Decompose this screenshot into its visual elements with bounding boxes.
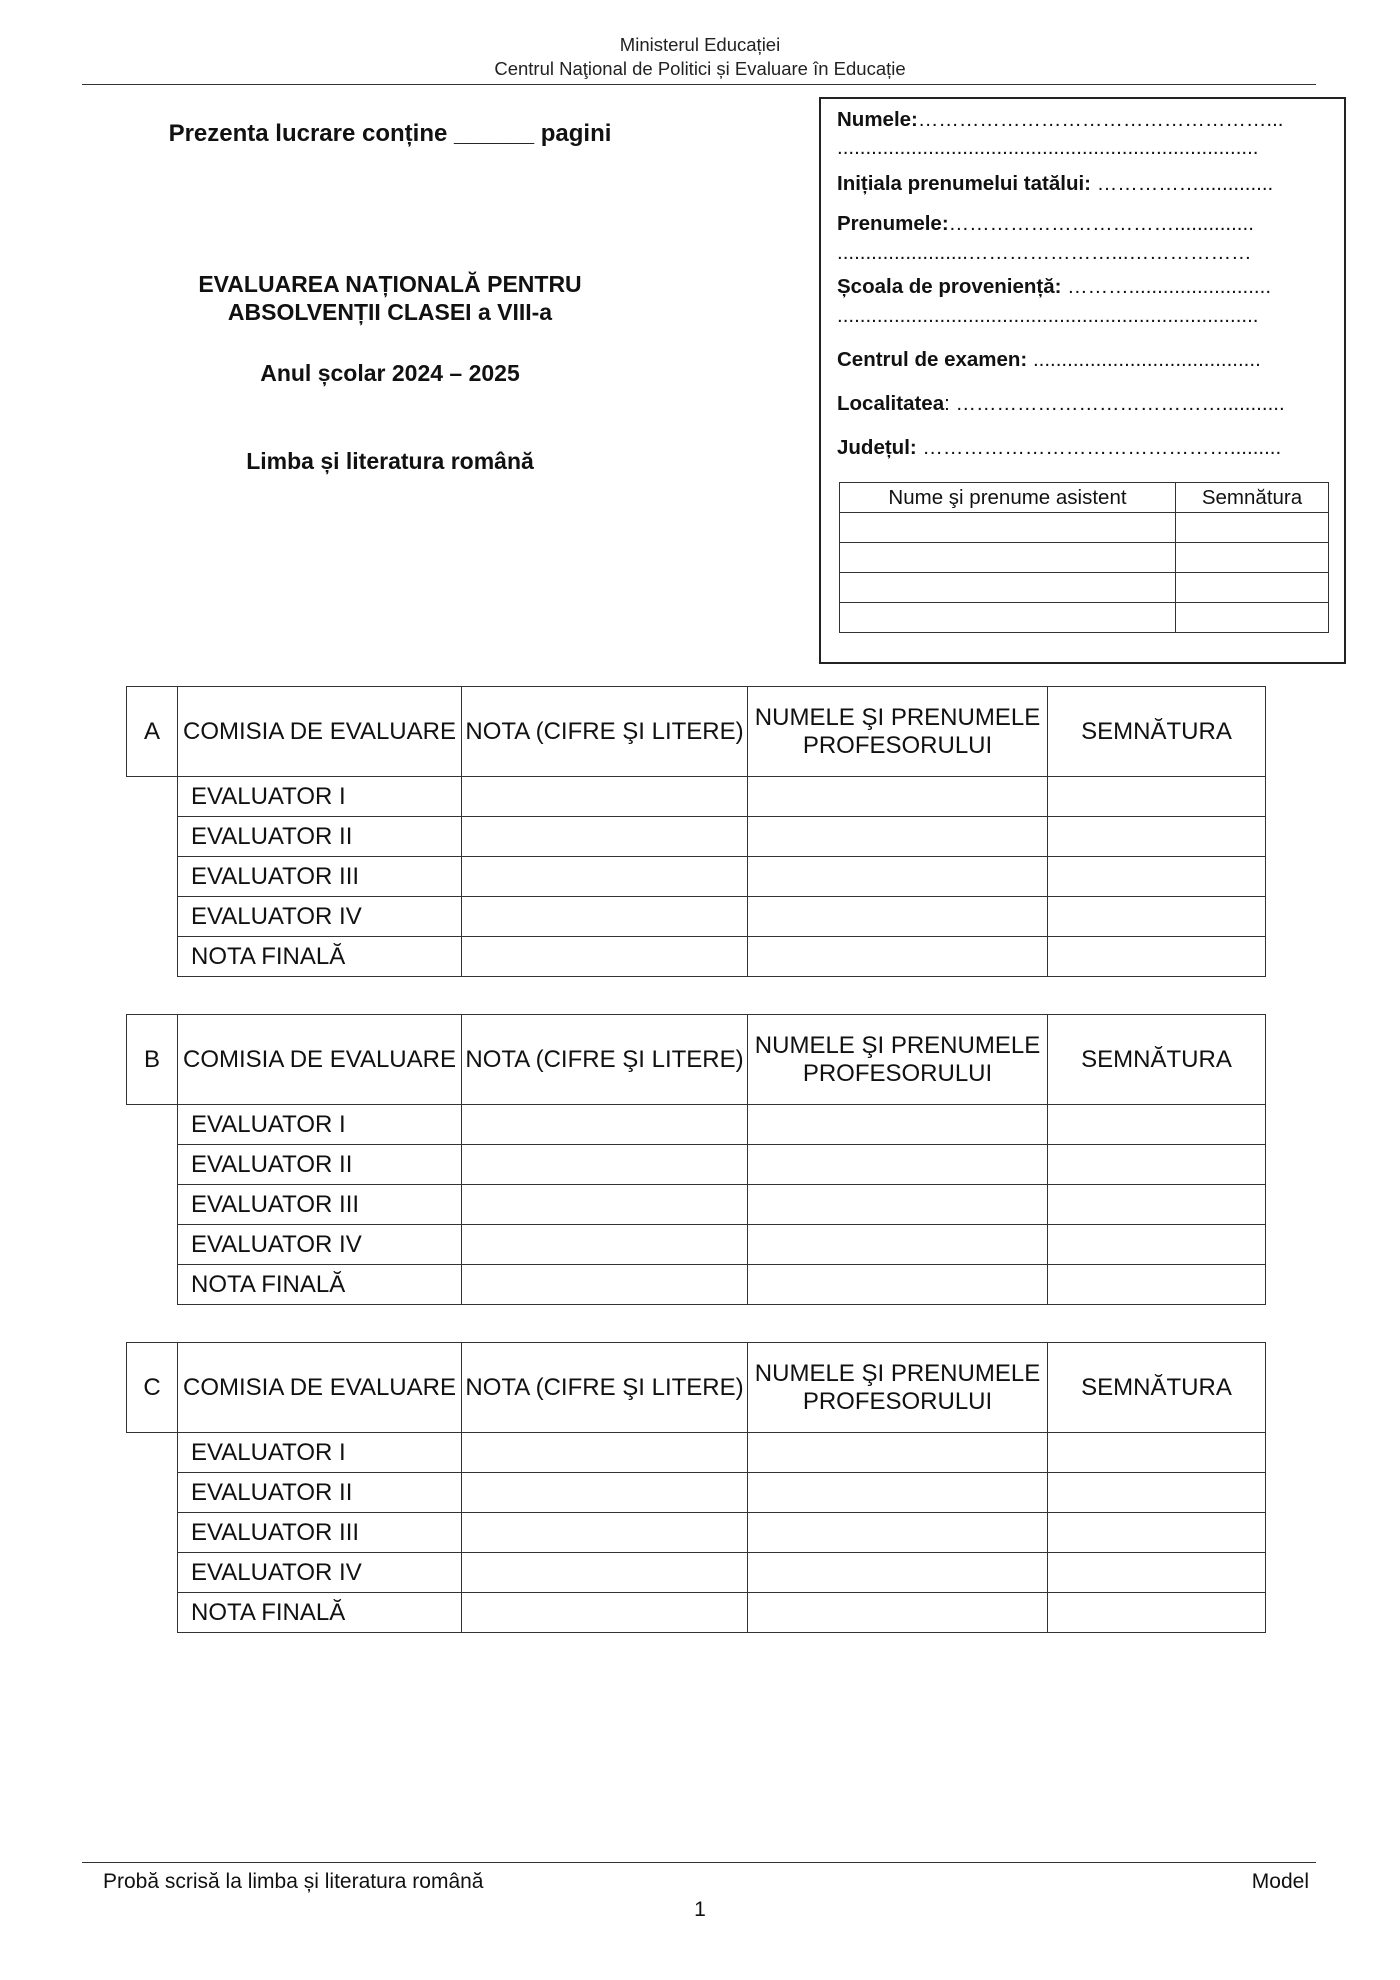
teacher-name-cell[interactable] <box>748 937 1048 977</box>
prenumele-field[interactable] <box>837 212 1332 236</box>
initiala-field[interactable] <box>837 172 1332 196</box>
assistant-signature-cell[interactable] <box>1176 603 1329 633</box>
center-name: Centrul Naţional de Politici și Evaluare în Educație <box>494 58 906 79</box>
initiala-label: Inițiala prenumelui tatălui: <box>837 172 1092 195</box>
evaluator-label: EVALUATOR III <box>178 1185 462 1225</box>
centrul-dots: ........................................ <box>1027 348 1261 371</box>
pages-line: Prezenta lucrare conține ______ pagini <box>168 120 612 147</box>
prenumele-dots-2: .......................…………………...……………… <box>837 241 1252 264</box>
header-comisia: COMISIA DE EVALUARE <box>178 1015 462 1105</box>
blank-cell <box>127 937 178 977</box>
header-numele-profesor: NUMELE ŞI PRENUMELE PROFESORULUI <box>748 1015 1048 1105</box>
grade-cell[interactable] <box>462 857 748 897</box>
evaluator-label: EVALUATOR I <box>178 1105 462 1145</box>
signature-cell[interactable] <box>1048 1145 1266 1185</box>
school-year: Anul școlar 2024 – 2025 <box>260 360 520 386</box>
teacher-name-cell[interactable] <box>748 777 1048 817</box>
localitatea-field[interactable] <box>837 392 1332 416</box>
numele-dots-2: .......................................................................... <box>837 136 1259 159</box>
evaluation-row <box>127 1513 1266 1553</box>
teacher-name-cell[interactable] <box>748 1265 1048 1305</box>
scoala-label: Școala de proveniență: <box>837 275 1062 298</box>
centrul-field[interactable] <box>837 348 1332 372</box>
evaluator-label: NOTA FINALĂ <box>178 937 462 977</box>
evaluation-header-row <box>127 1015 1266 1105</box>
signature-cell[interactable] <box>1048 777 1266 817</box>
prenumele-dots: …………………………….............. <box>948 212 1254 235</box>
assistant-signature-cell[interactable] <box>1176 543 1329 573</box>
header-rule <box>82 84 1316 85</box>
evaluation-row <box>127 937 1266 977</box>
evaluator-label: EVALUATOR IV <box>178 897 462 937</box>
blank-cell <box>127 1145 178 1185</box>
blank-cell <box>127 1265 178 1305</box>
evaluation-row <box>127 1145 1266 1185</box>
initiala-dots: ……………............. <box>1091 172 1274 195</box>
scoala-dots: ………......................... <box>1061 275 1272 298</box>
blank-cell <box>127 1433 178 1473</box>
evaluation-row <box>127 817 1266 857</box>
signature-cell[interactable] <box>1048 937 1266 977</box>
assistant-row <box>840 543 1329 573</box>
teacher-name-cell[interactable] <box>748 1473 1048 1513</box>
evaluation-row <box>127 1105 1266 1145</box>
evaluator-label: EVALUATOR IV <box>178 1225 462 1265</box>
teacher-name-cell[interactable] <box>748 1513 1048 1553</box>
header-comisia: COMISIA DE EVALUARE <box>178 687 462 777</box>
grade-cell[interactable] <box>462 817 748 857</box>
assistant-signature-header: Semnătura <box>1176 483 1329 513</box>
evaluation-header-row <box>127 687 1266 777</box>
grade-cell[interactable] <box>462 1593 748 1633</box>
signature-cell[interactable] <box>1048 1185 1266 1225</box>
teacher-name-cell[interactable] <box>748 1553 1048 1593</box>
blank-cell <box>127 1473 178 1513</box>
signature-cell[interactable] <box>1048 1473 1266 1513</box>
footer-exam-name: Probă scrisă la limba și literatura română <box>103 1870 484 1893</box>
evaluation-row <box>127 1473 1266 1513</box>
signature-cell[interactable] <box>1048 1593 1266 1633</box>
grade-cell[interactable] <box>462 897 748 937</box>
header-semnatura: SEMNĂTURA <box>1048 687 1266 777</box>
header-nota: NOTA (CIFRE ŞI LITERE) <box>462 687 748 777</box>
evaluator-label: EVALUATOR II <box>178 817 462 857</box>
assistant-name-cell[interactable] <box>840 513 1176 543</box>
signature-cell[interactable] <box>1048 857 1266 897</box>
signature-cell[interactable] <box>1048 817 1266 857</box>
numele-dots: ……………………………………………... <box>917 108 1284 131</box>
teacher-name-cell[interactable] <box>748 897 1048 937</box>
teacher-name-cell[interactable] <box>748 1593 1048 1633</box>
assistant-signature-cell[interactable] <box>1176 573 1329 603</box>
prenumele-label: Prenumele: <box>837 212 949 235</box>
blank-cell <box>127 1185 178 1225</box>
evaluation-row <box>127 1185 1266 1225</box>
evaluation-row <box>127 1553 1266 1593</box>
signature-cell[interactable] <box>1048 1105 1266 1145</box>
scoala-field[interactable] <box>837 275 1332 299</box>
blank-cell <box>127 817 178 857</box>
header-semnatura: SEMNĂTURA <box>1048 1343 1266 1433</box>
header-semnatura: SEMNĂTURA <box>1048 1015 1266 1105</box>
blank-cell <box>127 1553 178 1593</box>
evaluator-label: NOTA FINALĂ <box>178 1265 462 1305</box>
evaluation-row <box>127 857 1266 897</box>
evaluation-row <box>127 1593 1266 1633</box>
grade-cell[interactable] <box>462 1145 748 1185</box>
ministry-name: Ministerul Educației <box>619 34 781 55</box>
page-number: 1 <box>694 1898 706 1921</box>
evaluator-label: EVALUATOR II <box>178 1145 462 1185</box>
assistant-name-cell[interactable] <box>840 573 1176 603</box>
evaluation-row <box>127 777 1266 817</box>
assistant-name-cell[interactable] <box>840 543 1176 573</box>
assistant-row <box>840 513 1329 543</box>
judetul-field[interactable] <box>837 436 1332 460</box>
signature-cell[interactable] <box>1048 1553 1266 1593</box>
teacher-name-cell[interactable] <box>748 1145 1048 1185</box>
footer-rule <box>82 1862 1316 1863</box>
grade-cell[interactable] <box>462 1185 748 1225</box>
teacher-name-cell[interactable] <box>748 1185 1048 1225</box>
signature-cell[interactable] <box>1048 1225 1266 1265</box>
grade-cell[interactable] <box>462 1433 748 1473</box>
grade-cell[interactable] <box>462 777 748 817</box>
evaluation-table-b <box>126 1014 1266 1305</box>
localitatea-dots: : …………………………………........... <box>944 392 1285 415</box>
evaluation-header-row <box>127 1343 1266 1433</box>
blank-cell <box>127 777 178 817</box>
assistant-table <box>839 482 1329 633</box>
signature-cell[interactable] <box>1048 897 1266 937</box>
header-numele-profesor: NUMELE ŞI PRENUMELE PROFESORULUI <box>748 1343 1048 1433</box>
assistant-signature-cell[interactable] <box>1176 513 1329 543</box>
grade-cell[interactable] <box>462 1105 748 1145</box>
centrul-label: Centrul de examen: <box>837 348 1028 371</box>
teacher-name-cell[interactable] <box>748 1105 1048 1145</box>
header-nota: NOTA (CIFRE ŞI LITERE) <box>462 1015 748 1105</box>
evaluator-label: EVALUATOR III <box>178 1513 462 1553</box>
assistant-row <box>840 573 1329 603</box>
assistant-name-header: Nume şi prenume asistent <box>840 483 1176 513</box>
evaluator-label: EVALUATOR III <box>178 857 462 897</box>
teacher-name-cell[interactable] <box>748 857 1048 897</box>
numele-label: Numele: <box>837 108 918 131</box>
evaluator-label: EVALUATOR I <box>178 777 462 817</box>
judetul-dots: ………………………………………......... <box>916 436 1282 459</box>
exam-title-line1: EVALUAREA NAȚIONALĂ PENTRU <box>198 271 582 297</box>
blank-cell <box>127 897 178 937</box>
subject-title: Limba și literatura română <box>246 448 534 474</box>
grade-cell[interactable] <box>462 1513 748 1553</box>
grade-cell[interactable] <box>462 1225 748 1265</box>
header-comisia: COMISIA DE EVALUARE <box>178 1343 462 1433</box>
grade-cell[interactable] <box>462 1553 748 1593</box>
grade-cell[interactable] <box>462 1473 748 1513</box>
evaluation-row <box>127 1433 1266 1473</box>
scoala-dots-2: .......................................................................... <box>837 304 1259 327</box>
evaluation-row <box>127 1225 1266 1265</box>
evaluator-label: EVALUATOR II <box>178 1473 462 1513</box>
teacher-name-cell[interactable] <box>748 1433 1048 1473</box>
grade-cell[interactable] <box>462 1265 748 1305</box>
evaluator-label: NOTA FINALĂ <box>178 1593 462 1633</box>
judetul-label: Județul: <box>837 436 917 459</box>
blank-cell <box>127 857 178 897</box>
evaluator-label: EVALUATOR I <box>178 1433 462 1473</box>
teacher-name-cell[interactable] <box>748 817 1048 857</box>
teacher-name-cell[interactable] <box>748 1225 1048 1265</box>
prenumele-dots-line2[interactable] <box>837 241 1332 265</box>
section-letter: B <box>127 1015 178 1105</box>
signature-cell[interactable] <box>1048 1433 1266 1473</box>
blank-cell <box>127 1513 178 1553</box>
numele-dots-line2[interactable] <box>837 136 1332 160</box>
scoala-dots-line2[interactable] <box>837 304 1332 328</box>
header-numele-profesor: NUMELE ŞI PRENUMELE PROFESORULUI <box>748 687 1048 777</box>
evaluation-table-a <box>126 686 1266 977</box>
assistant-row <box>840 603 1329 633</box>
exam-title-line2: ABSOLVENȚII CLASEI a VIII-a <box>227 299 553 325</box>
section-letter: C <box>127 1343 178 1433</box>
assistant-header-row <box>840 483 1329 513</box>
section-letter: A <box>127 687 178 777</box>
blank-cell <box>127 1593 178 1633</box>
evaluation-table-c <box>126 1342 1266 1633</box>
blank-cell <box>127 1225 178 1265</box>
signature-cell[interactable] <box>1048 1265 1266 1305</box>
blank-cell <box>127 1105 178 1145</box>
evaluation-row <box>127 897 1266 937</box>
header-nota: NOTA (CIFRE ŞI LITERE) <box>462 1343 748 1433</box>
localitatea-label: Localitatea <box>837 392 945 415</box>
evaluator-label: EVALUATOR IV <box>178 1553 462 1593</box>
signature-cell[interactable] <box>1048 1513 1266 1553</box>
assistant-name-cell[interactable] <box>840 603 1176 633</box>
numele-field[interactable] <box>837 108 1332 132</box>
grade-cell[interactable] <box>462 937 748 977</box>
candidate-id-box <box>819 97 1346 664</box>
evaluation-row <box>127 1265 1266 1305</box>
footer-model: Model <box>1251 1870 1309 1893</box>
